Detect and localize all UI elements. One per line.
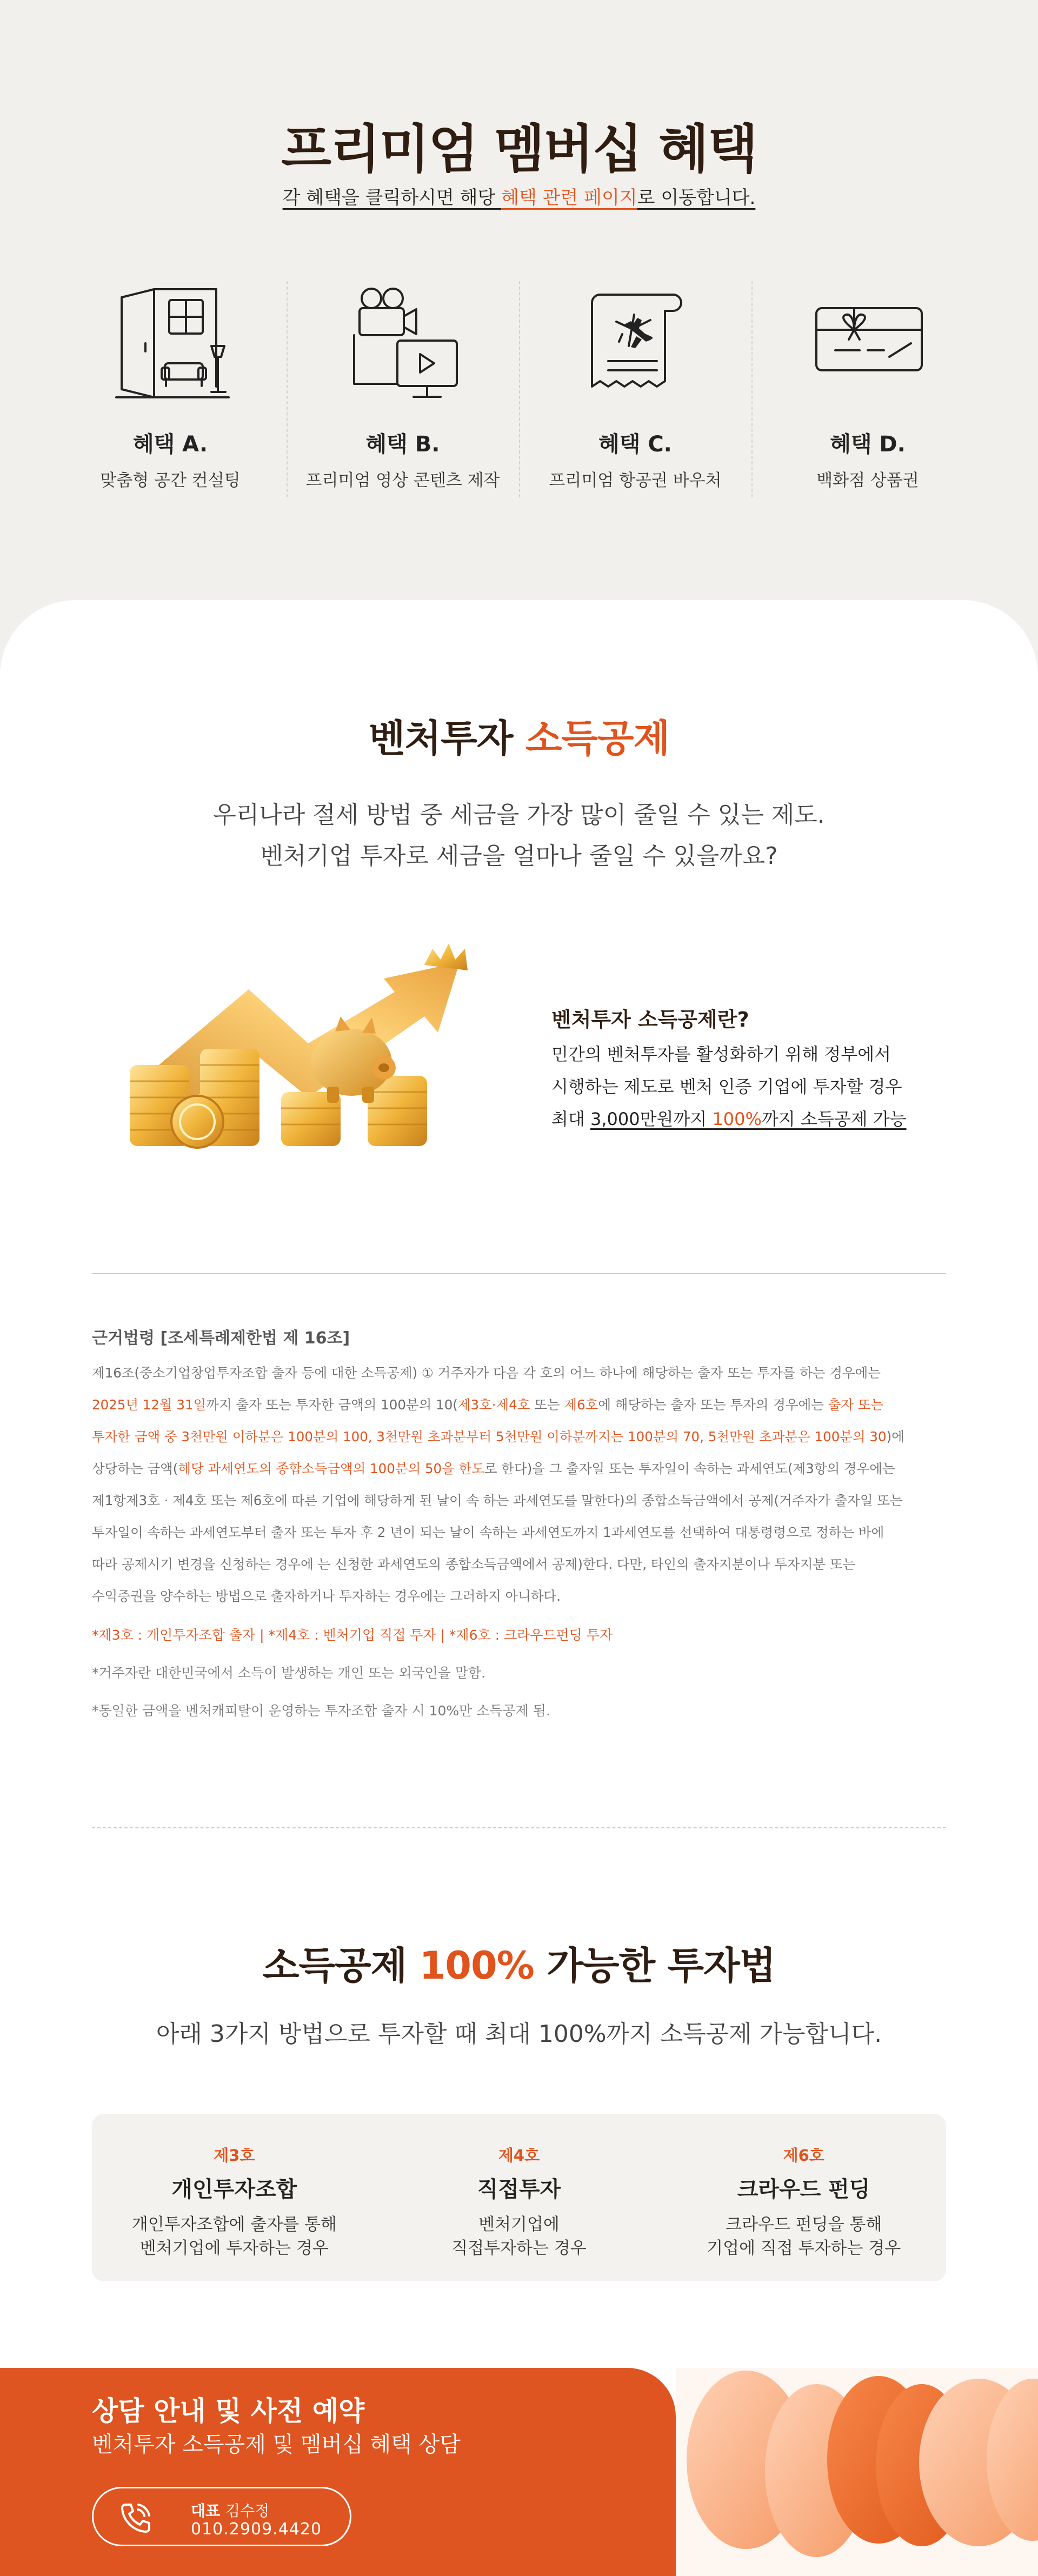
law-text-highlight: 투자한 금액 중 3천만원 이하분은 100분의 100, 3천만원 초과분부터 5천만원 이하분까지는 100분의 70, 5천만원 초과분은 100분의 30 [92, 1429, 887, 1445]
benefit-list [54, 276, 984, 503]
benefit-title: 혜택 A. [132, 432, 208, 457]
methods-title-text: 소득공제 [262, 1943, 420, 1988]
venture-lead-line1: 우리나라 절세 방법 중 세금을 가장 많이 줄일 수 있는 제도. [213, 801, 825, 829]
law-body [92, 1357, 952, 1612]
divider-dashed [92, 1827, 946, 1828]
definition-title: 벤처투자 소득공제란? [551, 1008, 749, 1031]
law-text: 상당하는 금액( [92, 1461, 178, 1476]
benefit-desc: 맞춤형 공간 컨설팅 [100, 471, 241, 490]
phone-number: 010.2909.4420 [191, 2520, 322, 2539]
definition-percent: 100% [712, 1109, 762, 1129]
method-item [92, 2114, 377, 2281]
law-line [92, 1548, 952, 1580]
benefit-title: 혜택 D. [830, 432, 906, 457]
law-text: 또는 [530, 1397, 564, 1413]
definition-amount: 3,000만원까지 [590, 1109, 713, 1129]
law-notes [92, 1616, 613, 1730]
benefit-title: 혜택 B. [365, 432, 440, 457]
note-types: *제3호 : 개인투자조합 출자 | *제4호 : 벤처기업 직접 투자 | *제6호 : 크라우드펀딩 투자 [92, 1627, 613, 1643]
law-text: 로 한다)을 그 출자일 또는 투자일이 속하는 과세연도(제3항의 경우에는 [484, 1461, 895, 1476]
interior-room-icon [105, 276, 235, 405]
law-line [92, 1389, 952, 1421]
benefit-a[interactable] [54, 276, 287, 503]
law-text-highlight: 제6호 [564, 1397, 598, 1413]
contact-section [0, 2368, 1038, 2576]
law-text: 투자일이 속하는 과세연도부터 출자 또는 투자 후 2 년이 되는 날이 속하는 과세연도까지 1과세연도를 선택하여 대통령령으로 정하는 바에 [92, 1525, 884, 1540]
definition-body [551, 1038, 941, 1135]
methods-title-accent: 100% [419, 1943, 534, 1988]
call-button[interactable] [92, 2487, 351, 2546]
method-name: 크라우드 펀딩 [737, 2177, 870, 2202]
subtitle-text-end: 로 이동합니다. [637, 187, 756, 209]
method-name: 개인투자조합 [171, 2177, 297, 2202]
methods-title [0, 1935, 1038, 1990]
law-text: 제1항제3호 · 제4호 또는 제6호에 따른 기업에 해당하게 된 날이 속 하는 과세연도를 말한다)의 종합소득금액에서 공제(거주자가 출자일 또는 [92, 1493, 903, 1508]
law-line [92, 1580, 952, 1612]
crown [424, 943, 468, 970]
venture-title-accent: 소득공제 [525, 716, 670, 761]
note-same-amount: *동일한 금액을 벤처캐피탈이 운영하는 투자조합 출자 시 10%만 소득공제 됨. [92, 1703, 550, 1719]
law-text-highlight: 2025년 12월 31일 [92, 1397, 207, 1413]
law-line [92, 1453, 952, 1485]
representative-name: 김수정 [225, 2502, 270, 2520]
method-desc: 크라우드 펀딩을 통해 기업에 직접 투자하는 경우 [707, 2215, 901, 2258]
note-resident: *거주자란 대한민국에서 소득이 발생하는 개인 또는 외국인을 말함. [92, 1665, 486, 1681]
benefit-desc: 프리미엄 영상 콘텐츠 제작 [305, 471, 500, 490]
video-production-icon [338, 276, 468, 405]
law-text: 까지 출자 또는 투자한 금액의 100분의 10( [206, 1397, 458, 1413]
law-text: 수익증권을 양수하는 방법으로 출자하거나 투자하는 경우에는 그러하지 아니하다. [92, 1588, 561, 1604]
benefit-desc: 백화점 상품권 [816, 471, 919, 490]
method-item [661, 2114, 946, 2281]
subtitle-text: 각 혜택을 클릭하시면 해당 [282, 187, 502, 209]
method-number: 제6호 [783, 2146, 824, 2165]
gift-card-icon [803, 276, 933, 405]
contact-title: 상담 안내 및 사전 예약 [92, 2395, 365, 2427]
benefit-b[interactable] [287, 276, 519, 503]
law-text-highlight: 제3호·제4호 [457, 1397, 530, 1413]
benefit-d[interactable] [751, 276, 984, 503]
method-name: 직접투자 [477, 2177, 561, 2202]
contact-banner [0, 2368, 676, 2576]
law-line [92, 1485, 952, 1516]
law-line [92, 1421, 952, 1453]
law-text: 따라 공제시기 변경을 신청하는 경우에 는 신청한 과세연도의 종합소득금액에서 공제)한다. 다만, 타인의 출자지분이나 투자지분 또는 [92, 1556, 856, 1572]
definition-tail: 까지 소득공제 가능 [761, 1109, 907, 1129]
methods-lead: 아래 3가지 방법으로 투자할 때 최대 100%까지 소득공제 가능합니다. [156, 2020, 882, 2048]
venture-section [0, 600, 1038, 2368]
benefit-desc: 프리미엄 항공권 바우처 [549, 471, 722, 490]
phone-icon [118, 2500, 154, 2536]
contact-subtitle: 벤처투자 소득공제 및 멤버십 혜택 상담 [92, 2432, 461, 2457]
law-text: )에 [886, 1429, 904, 1445]
definition-highlight [590, 1109, 907, 1129]
methods-title-suffix: 가능한 투자법 [534, 1943, 776, 1988]
method-number: 제3호 [214, 2146, 255, 2165]
methods-box [92, 2114, 946, 2281]
law-text: 에 해당하는 출자 또는 투자의 경우에는 [598, 1397, 828, 1413]
law-line [92, 1516, 952, 1548]
membership-subtitle [0, 183, 1038, 209]
venture-lead-line2: 벤처기업 투자로 세금을 얼마나 줄일 수 있을까요? [260, 842, 778, 870]
venture-title [0, 708, 1038, 763]
method-item [377, 2114, 662, 2281]
definition-text: 민간의 벤처투자를 활성화하기 위해 정부에서 시행하는 제도로 벤처 인증 기업에 투자할 경우 최대 [551, 1044, 902, 1129]
benefit-title: 혜택 C. [598, 432, 672, 457]
method-desc: 개인투자조합에 출자를 통해 벤처기업에 투자하는 경우 [131, 2215, 337, 2258]
flight-ticket-icon [570, 276, 700, 405]
law-text-highlight: 해당 과세연도의 종합소득금액의 100분의 50을 한도 [178, 1461, 484, 1476]
subtitle-link-text: 혜택 관련 페이지 [501, 187, 637, 209]
membership-title: 프리미엄 멤버십 혜택 [281, 119, 757, 179]
representative [191, 2499, 269, 2521]
representative-label: 대표 [191, 2502, 221, 2520]
divider [92, 1273, 946, 1274]
orange-coins-illustration [676, 2368, 1038, 2576]
law-text-highlight: 출자 또는 [828, 1397, 884, 1413]
membership-section [0, 0, 1038, 600]
law-line [92, 1357, 952, 1389]
method-number: 제4호 [498, 2146, 540, 2165]
method-desc: 벤처기업에 직접투자하는 경우 [451, 2215, 587, 2258]
benefit-c[interactable] [519, 276, 751, 503]
law-text: 제16조(중소기업창업투자조합 출자 등에 대한 소득공제) ① 거주자가 다음 각 호의 어느 하나에 해당하는 출자 또는 투자를 하는 경우에는 [92, 1365, 881, 1381]
law-title: 근거법령 [조세특례제한법 제 16조] [92, 1329, 350, 1348]
gold-coins-piggybank-illustration [124, 941, 514, 1168]
venture-title-text: 벤처투자 [368, 716, 525, 761]
